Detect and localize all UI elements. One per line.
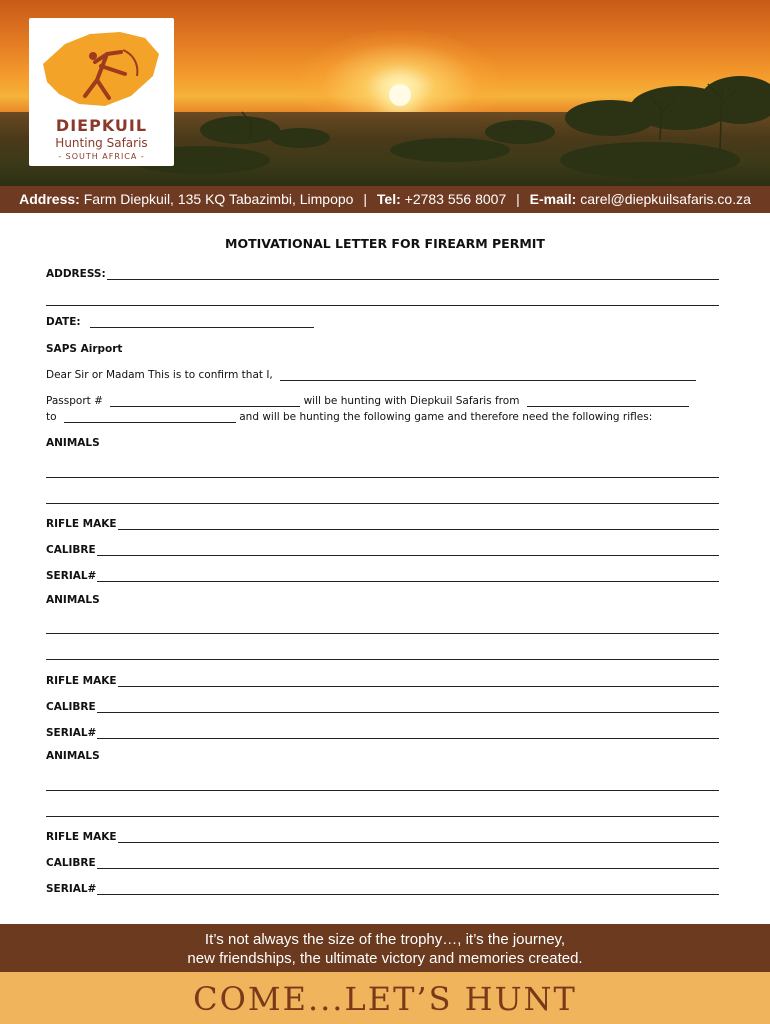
logo-subtitle: Hunting Safaris (55, 136, 148, 150)
address-field[interactable] (107, 268, 719, 280)
calibre-field[interactable] (97, 857, 719, 869)
animals-row (46, 462, 719, 478)
logo-country: - SOUTH AFRICA - (58, 152, 145, 161)
rifle-make-label: RIFLE MAKE (46, 831, 117, 843)
animals-field[interactable] (46, 466, 719, 478)
date-field[interactable] (90, 316, 314, 328)
calibre-label: CALIBRE (46, 544, 96, 556)
date-to-field[interactable] (64, 411, 236, 423)
rifle-make-field[interactable] (118, 831, 719, 843)
rifle-make-row (46, 827, 719, 843)
rifle-make-field[interactable] (118, 675, 719, 687)
animals-row (46, 644, 719, 660)
address-field-line-2[interactable] (46, 294, 719, 306)
email-label: E-mail: (529, 191, 577, 207)
address-value: Farm Diepkuil, 135 KQ Tabazimbi, Limpopo (83, 191, 354, 207)
address-row (46, 264, 719, 280)
animals-label: ANIMALS (46, 437, 100, 449)
calibre-label: CALIBRE (46, 701, 96, 713)
diepkuil-logo (29, 18, 174, 166)
logo-name: DIEPKUIL (55, 116, 148, 135)
serial-row (46, 723, 719, 739)
address-field-label: ADDRESS: (46, 268, 106, 280)
rifles-text: and will be hunting the following game and therefore need the following rifles: (239, 411, 653, 423)
animals-field[interactable] (46, 779, 719, 791)
animals-field[interactable] (46, 648, 719, 660)
tel-value: +2783 556 8007 (404, 191, 507, 207)
to-row (46, 411, 652, 423)
serial-field[interactable] (97, 883, 719, 895)
intro-row (46, 369, 696, 381)
rifle-make-label: RIFLE MAKE (46, 675, 117, 687)
animals-row (46, 801, 719, 817)
animals-heading (46, 750, 100, 762)
serial-label: SERIAL# (46, 727, 97, 739)
serial-label: SERIAL# (46, 570, 97, 582)
passport-label: Passport # (46, 395, 103, 407)
date-from-field[interactable] (527, 395, 689, 407)
email-value: carel@diepkuilsafaris.co.za (580, 191, 751, 207)
calibre-label: CALIBRE (46, 857, 96, 869)
tel-label: Tel: (376, 191, 401, 207)
date-row (46, 316, 314, 328)
rifle-make-label: RIFLE MAKE (46, 518, 117, 530)
recipient-row (46, 343, 122, 355)
footer (0, 924, 770, 1024)
hunter-name-field[interactable] (280, 369, 696, 381)
animals-label: ANIMALS (46, 750, 100, 762)
address-label: Address: (19, 191, 80, 207)
animals-field[interactable] (46, 492, 719, 504)
calibre-row (46, 697, 719, 713)
calibre-row (46, 853, 719, 869)
rifle-make-row (46, 671, 719, 687)
date-field-label: DATE: (46, 316, 81, 328)
serial-field[interactable] (97, 570, 719, 582)
separator: | (363, 191, 367, 207)
recipient-label: SAPS Airport (46, 343, 123, 355)
serial-label: SERIAL# (46, 883, 97, 895)
serial-row (46, 879, 719, 895)
animals-label: ANIMALS (46, 594, 100, 606)
footer-quote (0, 924, 770, 972)
passport-row (46, 395, 689, 407)
serial-field[interactable] (97, 727, 719, 739)
animals-row (46, 488, 719, 504)
calibre-field[interactable] (97, 544, 719, 556)
address-row-2 (46, 290, 719, 306)
hunting-text: will be hunting with Diepkuil Safaris from (303, 395, 520, 407)
animals-row (46, 775, 719, 791)
quote-line-1: It’s not always the size of the trophy…, it’s the journey, (204, 931, 566, 948)
intro-text: Dear Sir or Madam This is to confirm that I, (46, 369, 273, 381)
quote-line-2: new friendships, the ultimate victory and memories created. (187, 950, 583, 967)
footer-slogan: COME...LET’S HUNT (193, 980, 577, 1018)
animals-field[interactable] (46, 805, 719, 817)
page-title: MOTIVATIONAL LETTER FOR FIREARM PERMIT (225, 236, 545, 251)
calibre-row (46, 540, 719, 556)
animals-row (46, 618, 719, 634)
rifle-make-field[interactable] (118, 518, 719, 530)
contact-bar (0, 186, 770, 213)
rifle-make-row (46, 514, 719, 530)
header-banner (0, 0, 770, 186)
to-label: to (46, 411, 57, 423)
serial-row (46, 566, 719, 582)
animals-heading (46, 594, 100, 606)
hunter-map-logo-icon (35, 24, 168, 116)
calibre-field[interactable] (97, 701, 719, 713)
animals-heading (46, 437, 100, 449)
passport-field[interactable] (110, 395, 300, 407)
animals-field[interactable] (46, 622, 719, 634)
separator: | (516, 191, 520, 207)
